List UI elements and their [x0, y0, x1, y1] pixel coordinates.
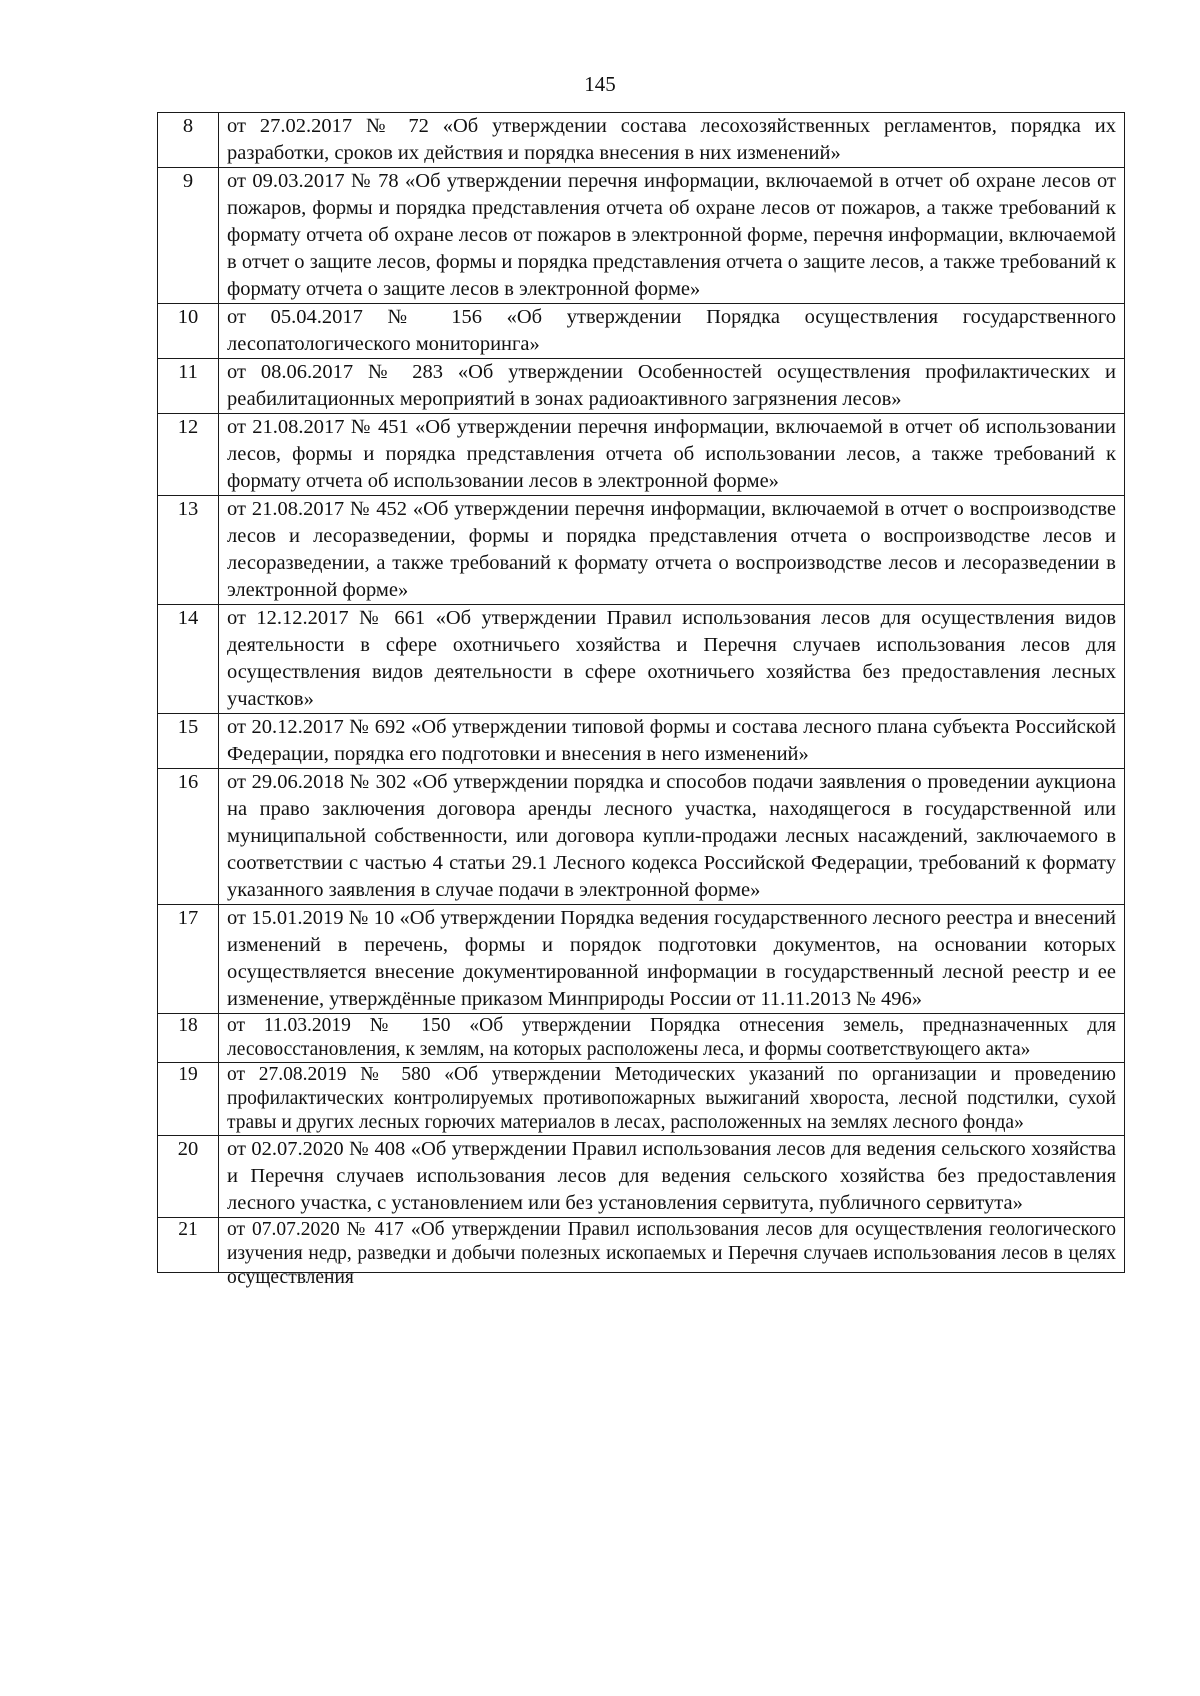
row-text-cell — [219, 905, 1125, 1014]
table-row — [158, 605, 1125, 714]
act-description: от 21.08.2017 № 452 «Об утверждении перечня информации, включаемой в отчет о воспроизводстве лесов и лесоразведении, формы и порядка представления отчета о воспроизводстве лесов и лесоразведении, а также требований к формату отчета о воспроизводстве лесов и лесоразведении в электронной форме» — [227, 498, 1116, 601]
act-description: от 15.01.2019 № 10 «Об утверждении Порядка ведения государственного лесного реестра и внесений изменений в перечень, формы и порядок подготовки документов, на основании которых осуществляется внесение документированной информации в государственный лесной реестр и ее изменение, утверждённые приказом Минприроды России от 11.11.2013 № 496» — [227, 907, 1116, 1010]
act-description: от 21.08.2017 № 451 «Об утверждении перечня информации, включаемой в отчет об использовании лесов, формы и порядка представления отчета об использовании лесов, а также требований к формату отчета об использовании лесов в электронной форме» — [227, 416, 1116, 492]
page-number: 145 — [584, 72, 616, 96]
table-row — [158, 1218, 1125, 1273]
row-number: 20 — [158, 1136, 219, 1218]
table-row — [158, 496, 1125, 605]
row-number: 18 — [158, 1014, 219, 1063]
row-text-cell — [219, 359, 1125, 414]
row-number: 11 — [158, 359, 219, 414]
row-text-cell — [219, 414, 1125, 496]
act-description: от 07.07.2020 № 417 «Об утверждении Правил использования лесов для осуществления геологического изучения недр, разведки и добычи полезных ископаемых и Перечня случаев использования лесов в целях осуществления — [227, 1219, 1116, 1288]
row-text-cell — [219, 1014, 1125, 1063]
row-number: 16 — [158, 769, 219, 905]
row-text-cell — [219, 1136, 1125, 1218]
act-description: от 08.06.2017 № 283 «Об утверждении Особенностей осуществления профилактических и реабилитационных мероприятий в зонах радиоактивного загрязнения лесов» — [227, 361, 1116, 410]
row-number: 13 — [158, 496, 219, 605]
table-row — [158, 414, 1125, 496]
row-text-cell — [219, 168, 1125, 304]
row-number: 12 — [158, 414, 219, 496]
table-row — [158, 769, 1125, 905]
table-row — [158, 905, 1125, 1014]
act-description: от 02.07.2020 № 408 «Об утверждении Правил использования лесов для ведения сельского хозяйства и Перечня случаев использования лесов для ведения сельского хозяйства без предоставления лесного участка, с установлением или без установления сервитута, публичного сервитута» — [227, 1138, 1116, 1214]
act-description: от 29.06.2018 № 302 «Об утверждении порядка и способов подачи заявления о проведении аукциона на право заключения договора аренды лесного участка, находящегося в государственной или муниципальной собственности, или договора купли-продажи лесных насаждений, заключаемого в соответствии с частью 4 статьи 29.1 Лесного кодекса Российской Федерации, требований к формату указанного заявления в случае подачи в электронной форме» — [227, 771, 1116, 901]
table-row — [158, 1136, 1125, 1218]
row-text-cell — [219, 304, 1125, 359]
table-row — [158, 359, 1125, 414]
act-description: от 27.02.2017 № 72 «Об утверждении состава лесохозяйственных регламентов, порядка их разработки, сроков их действия и порядка внесения в них изменений» — [227, 115, 1116, 164]
row-number: 21 — [158, 1218, 219, 1273]
row-text-cell — [219, 1063, 1125, 1136]
act-description: от 12.12.2017 № 661 «Об утверждении Правил использования лесов для осуществления видов деятельности в сфере охотничьего хозяйства и Перечня случаев использования лесов для осуществления видов деятельности в сфере охотничьего хозяйства без предоставления лесных участков» — [227, 607, 1116, 710]
row-text-cell — [219, 1218, 1125, 1288]
row-text-cell — [219, 605, 1125, 714]
row-number: 8 — [158, 113, 219, 168]
row-number: 19 — [158, 1063, 219, 1136]
row-number: 14 — [158, 605, 219, 714]
table-row — [158, 304, 1125, 359]
row-number: 15 — [158, 714, 219, 769]
row-number: 10 — [158, 304, 219, 359]
legal-acts-table — [157, 112, 1125, 1288]
table-row — [158, 113, 1125, 168]
row-text-cell — [219, 714, 1125, 769]
act-description: от 20.12.2017 № 692 «Об утверждении типовой формы и состава лесного плана субъекта Российской Федерации, порядка его подготовки и внесения в него изменений» — [227, 716, 1116, 765]
table-row — [158, 1063, 1125, 1136]
act-description: от 11.03.2019 № 150 «Об утверждении Порядка отнесения земель, предназначенных для лесовосстановления, к землям, на которых расположены леса, и формы соответствующего акта» — [227, 1015, 1116, 1060]
row-number: 9 — [158, 168, 219, 304]
act-description: от 09.03.2017 № 78 «Об утверждении перечня информации, включаемой в отчет об охране лесов от пожаров, формы и порядка представления отчета об охране лесов от пожаров, а также требований к формату отчета об охране лесов от пожаров в электронной форме, перечня информации, включаемой в отчет о защите лесов, формы и порядка представления отчета о защите лесов, а также требований к формату отчета о защите лесов в электронной форме» — [227, 170, 1116, 300]
table-row — [158, 168, 1125, 304]
table-row — [158, 714, 1125, 769]
act-description: от 27.08.2019 № 580 «Об утверждении Методических указаний по организации и проведению профилактических контролируемых противопожарных выжиганий хвороста, лесной подстилки, сухой травы и других лесных горючих материалов в лесах, расположенных на землях лесного фонда» — [227, 1064, 1116, 1133]
row-number: 17 — [158, 905, 219, 1014]
table-row — [158, 1014, 1125, 1063]
row-text-cell — [219, 769, 1125, 905]
row-text-cell — [219, 113, 1125, 168]
row-text-cell — [219, 496, 1125, 605]
act-description: от 05.04.2017 № 156 «Об утверждении Порядка осуществления государственного лесопатологического мониторинга» — [227, 306, 1116, 355]
table-body — [158, 113, 1125, 1288]
